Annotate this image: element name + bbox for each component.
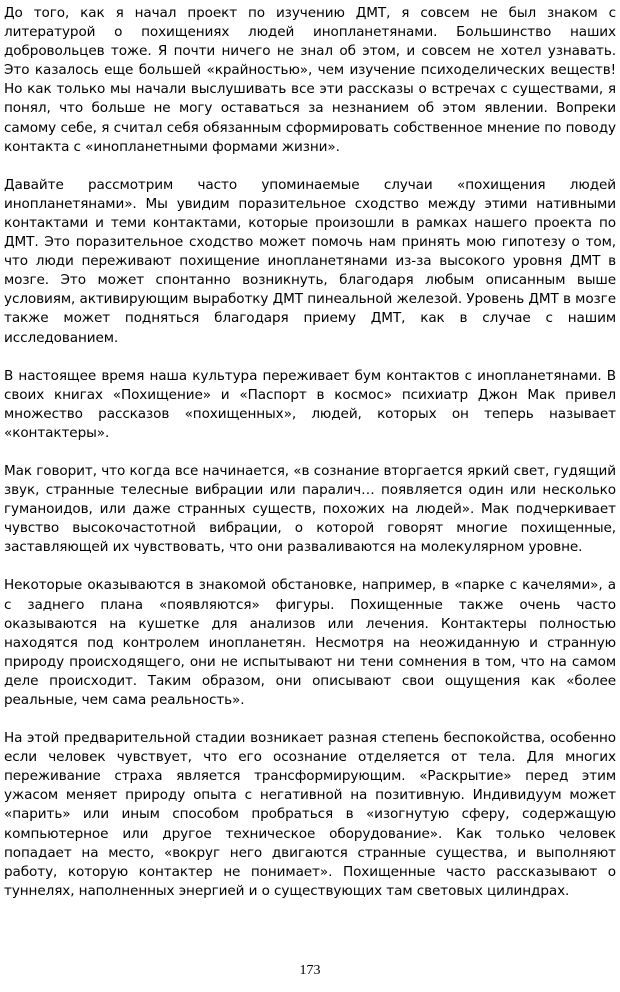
- paragraph-5: Некоторые оказываются в знакомой обстановке, например, в «парке с качелями», а с заднего плана «появляются» фигуры. Похищенные также очень часто оказываются на кушетке для анализов или лечения. Контактеры полностью находятся под контролем инопланетян. Несмотря на неожиданную и странную природу происходящего, они не испытывают ни тени сомнения в том, что на самом деле происходит. Таким образом, они описывают свои ощущения как «более реальные, чем сама реальность».: [4, 577, 616, 708]
- paragraph-2: Давайте рассмотрим часто упоминаемые случаи «похищения людей инопланетянами». Мы увидим поразительное сходство между этими нативными контактами и теми контактами, которые произошли в рамках нашего проекта по ДМТ. Это поразительное сходство может помочь нам принять мою гипотезу о том, что люди переживают похищение инопланетянами из-за высокого уровня ДМТ в мозге. Это может спонтанно возникнуть, благодаря любым описанным выше условиям, активирующим выработку ДМТ пинеальной железой. Уровень ДМТ в мозге также может подняться благодаря приему ДМТ, как в случае с нашим исследованием.: [4, 176, 616, 346]
- paragraph-1: До того, как я начал проект по изучению ДМТ, я совсем не был знаком с литературой о похищениях людей инопланетянами. Большинство наших добровольцев тоже. Я почти ничего не знал об этом, и совсем не хотел узнавать. Это казалось еще большей «крайностью», чем изучение психоделических веществ! Но как только мы начали выслушивать все эти рассказы о встречах с существами, я понял, что больше не могу оставаться за незнанием об этом явлении. Вопреки самому себе, я считал себя обязанным сформировать собственное мнение по поводу контакта с «инопланетными формами жизни».: [4, 5, 616, 155]
- paragraph-6: На этой предварительной стадии возникает разная степень беспокойства, особенно если человек чувствует, что его осознание отделяется от тела. Для многих переживание страха является трансформирующим. «Раскрытие» перед этим ужасом меняет природу опыта с негативной на позитивную. Индивидуум может «парить» или иным способом пробраться в «изогнутую сферу, содержащую компьютерное или другое техническое оборудование». Как только человек попадает на место, «вокруг него двигаются странные существа, и выполняют работу, которую контактер не понимает». Похищенные часто рассказывают о туннелях, наполненных энергией и о существующих там световых цилиндрах.: [4, 730, 616, 899]
- page-number: 173: [299, 963, 321, 978]
- document-body: [4, 4, 616, 920]
- paragraph-3: В настоящее время наша культура переживает бум контактов с инопланетянами. В своих книгах «Похищение» и «Паспорт в космос» психиатр Джон Мак привел множество рассказов «похищенных», людей, которых он теперь называет «контактеры».: [4, 367, 616, 441]
- paragraph-4: Мак говорит, что когда все начинается, «в сознание вторгается яркий свет, гудящий звук, странные телесные вибрации или паралич… появляется один или несколько гуманоидов, или даже странных существ, похожих на людей». Мак подчеркивает чувство высокочастотной вибрации, о которой говорят многие похищенные, заставляющей их чувствовать, что они разваливаются на молекулярном уровне.: [4, 462, 616, 556]
